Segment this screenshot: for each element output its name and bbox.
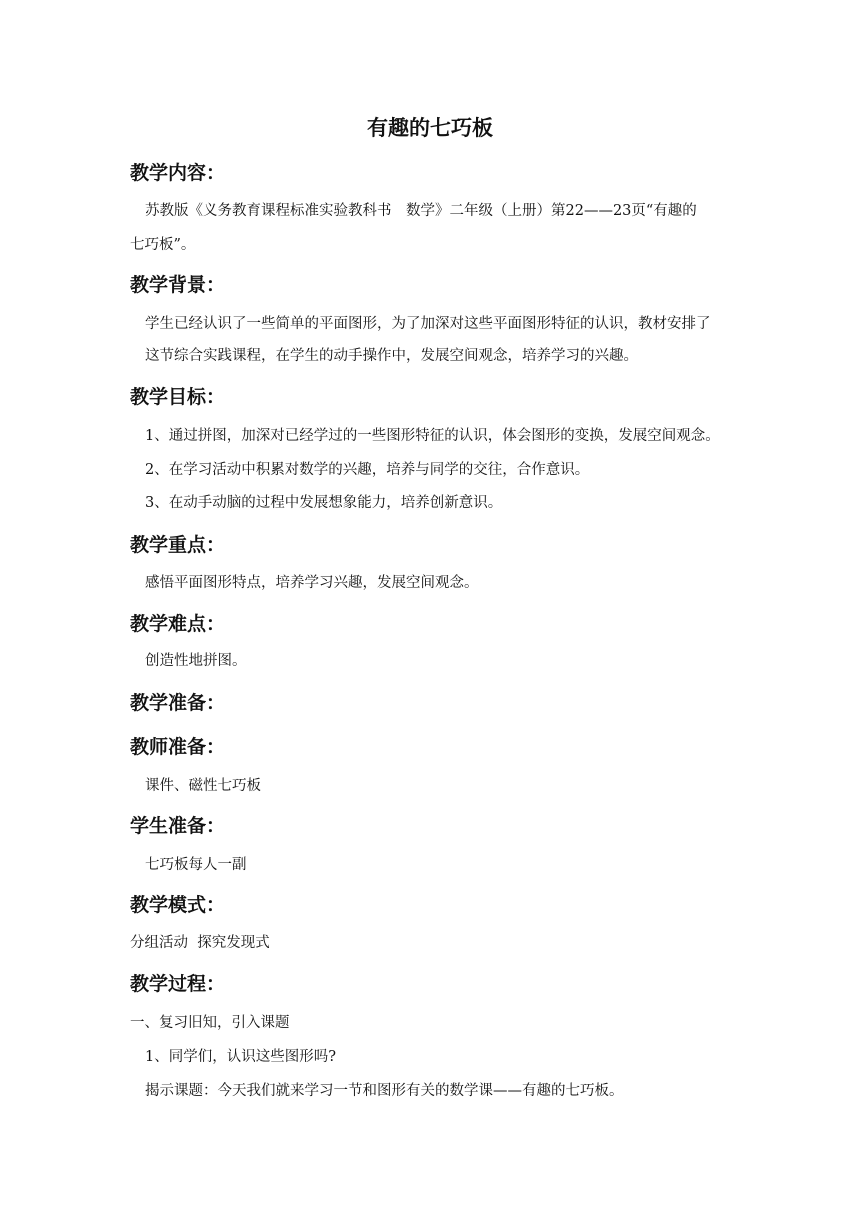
- goal-item-2: 2、在学习活动中积累对数学的兴趣，培养与同学的交往，合作意识。: [145, 462, 590, 478]
- student-preparation-text: 七巧板每人一副: [145, 857, 247, 873]
- heading-student-preparation: 学生准备：: [130, 815, 226, 837]
- heading-teaching-process: 教学过程：: [130, 973, 226, 995]
- teacher-preparation-text: 课件、磁性七巧板: [145, 778, 261, 794]
- content-line-2: 七巧板”。: [130, 237, 196, 253]
- goal-item-1: 1、通过拼图，加深对已经学过的一些图形特征的认识，体会图形的变换，发展空间观念。: [145, 428, 720, 444]
- goal-item-3: 3、在动手动脑的过程中发展想象能力，培养创新意识。: [145, 495, 503, 511]
- heading-teaching-content: 教学内容：: [130, 162, 226, 184]
- heading-difficulties: 教学难点：: [130, 613, 226, 635]
- background-line-1: 学生已经认识了一些简单的平面图形，为了加深对这些平面图形特征的认识，教材安排了: [145, 316, 711, 332]
- heading-teacher-preparation: 教师准备：: [130, 736, 226, 758]
- heading-teaching-background: 教学背景：: [130, 274, 226, 296]
- process-step-1: 1、同学们，认识这些图形吗?: [145, 1049, 336, 1065]
- teaching-mode-text: 分组活动 探究发现式: [130, 935, 270, 951]
- heading-preparation: 教学准备：: [130, 692, 226, 714]
- process-step-topic: 揭示课题：今天我们就来学习一节和图形有关的数学课——有趣的七巧板。: [145, 1083, 624, 1099]
- difficulties-text: 创造性地拼图。: [145, 653, 247, 669]
- heading-teaching-goals: 教学目标：: [130, 386, 226, 408]
- content-line-1: 苏教版《义务教育课程标准实验教科书 数学》二年级（上册）第22——23页“有趣的: [145, 203, 697, 219]
- process-step-heading: 一、复习旧知，引入课题: [130, 1015, 290, 1031]
- key-points-text: 感悟平面图形特点，培养学习兴趣，发展空间观念。: [145, 575, 479, 591]
- background-line-2: 这节综合实践课程，在学生的动手操作中，发展空间观念，培养学习的兴趣。: [145, 348, 638, 364]
- document-title: 有趣的七巧板: [367, 115, 493, 140]
- heading-key-points: 教学重点：: [130, 534, 226, 556]
- heading-teaching-mode: 教学模式：: [130, 894, 226, 916]
